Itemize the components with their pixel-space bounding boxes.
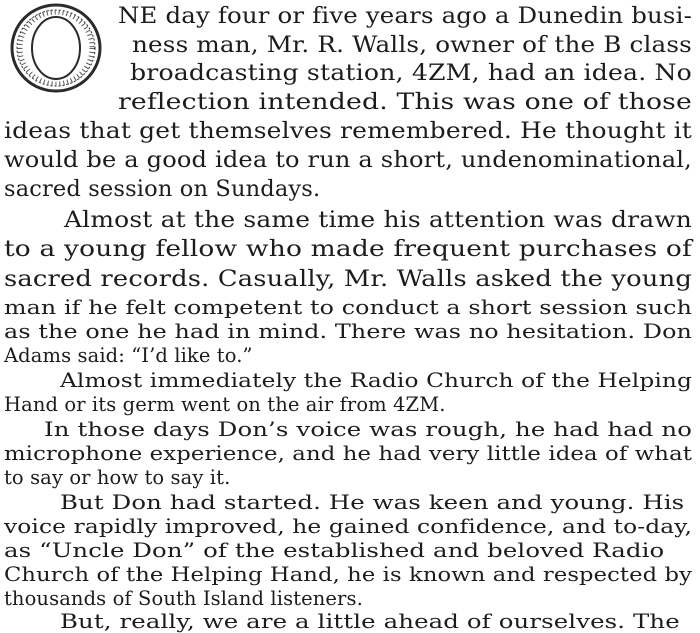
article-line: broadcasting station, 4ZM, had an idea. No xyxy=(130,60,692,86)
article-line: ness man, Mr. R. Walls, owner of the B class xyxy=(132,32,692,58)
article-line: NE day four or five years ago a Dunedin busi- xyxy=(118,3,692,29)
article-line: voice rapidly improved, he gained confidence, and to-day, xyxy=(4,515,692,538)
article-line: ideas that get themselves remembered. He thought it xyxy=(4,118,692,144)
article-line: Church of the Helping Hand, he is known and respected by xyxy=(4,563,692,586)
article-line: But Don had started. He was keen and young. His xyxy=(60,491,685,514)
article-line: Adams said: “I’d like to.” xyxy=(4,344,253,367)
article-line: sacred session on Sundays. xyxy=(4,176,321,202)
article-line: thousands of South Island listeners. xyxy=(4,587,363,610)
article-line: Almost immediately the Radio Church of the Helping xyxy=(60,369,692,392)
article-line: would be a good idea to run a short, undenominational, xyxy=(4,147,692,173)
article-line: Hand or its germ went on the air from 4ZM. xyxy=(4,393,446,416)
article-line: reflection intended. This was one of those xyxy=(118,89,692,115)
article-line: man if he felt competent to conduct a short session such xyxy=(4,296,692,319)
article-line: as the one he had in mind. There was no hesitation. Don xyxy=(4,320,692,343)
article-line: to a young fellow who made frequent purchases of xyxy=(4,236,692,262)
article-line: Almost at the same time his attention was drawn xyxy=(64,207,692,233)
decorative-drop-cap xyxy=(8,2,104,94)
article-line: But, really, we are a little ahead of ourselves. The xyxy=(60,610,680,633)
article-line: sacred records. Casually, Mr. Walls asked the young xyxy=(4,266,692,292)
article-line: In those days Don’s voice was rough, he had had no xyxy=(44,418,692,441)
article-line: as “Uncle Don” of the established and beloved Radio xyxy=(4,539,665,562)
article-line: microphone experience, and he had very little idea of what xyxy=(4,442,692,465)
article-line: to say or how to say it. xyxy=(4,466,231,489)
